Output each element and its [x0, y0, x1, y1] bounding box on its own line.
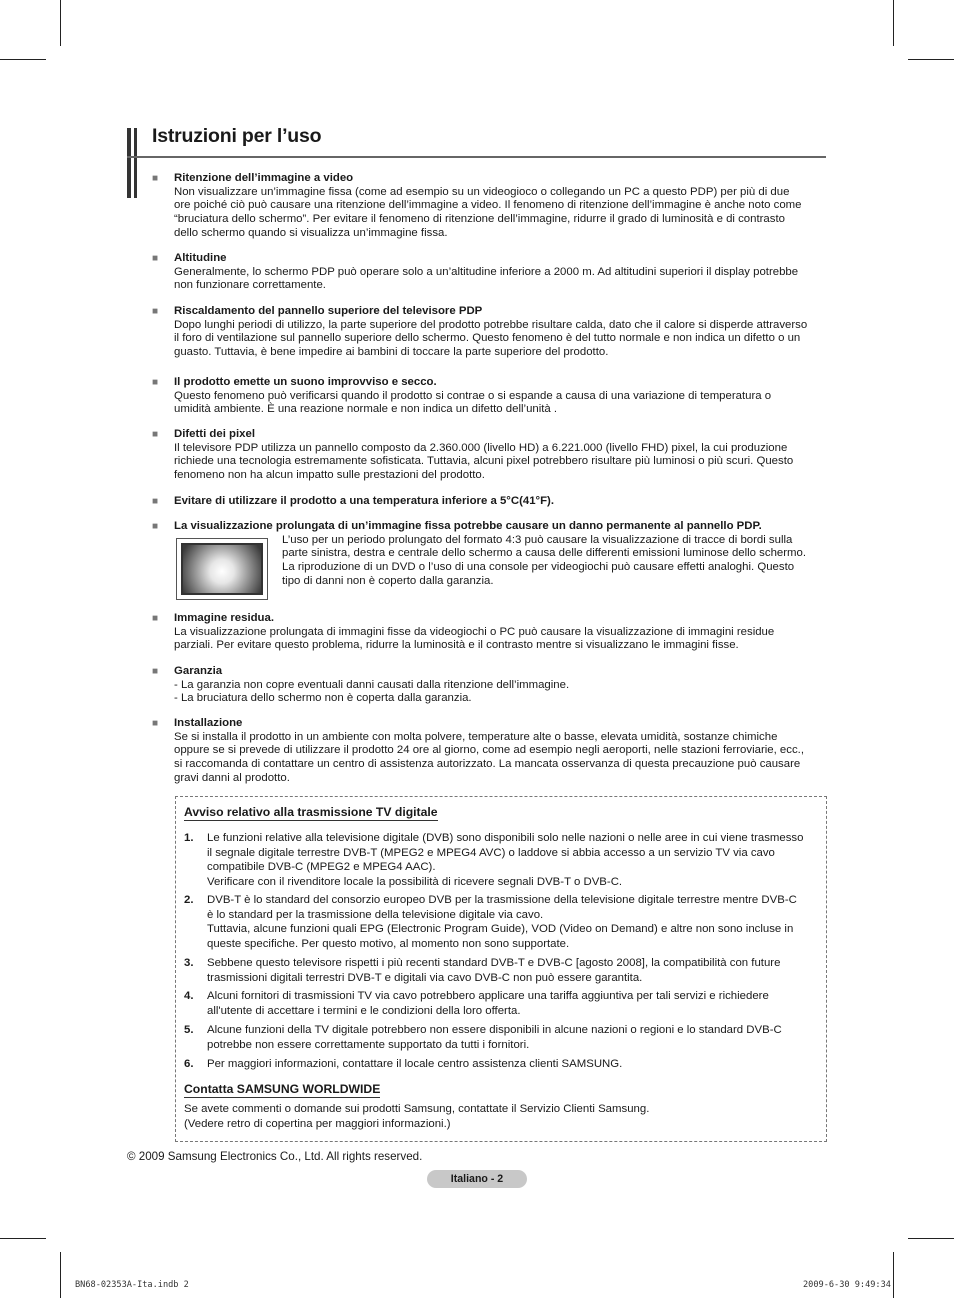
section: [152, 252, 822, 293]
section-title: Riscaldamento del pannello superiore del televisore PDP: [174, 305, 483, 317]
section-line: parziali. Per evitare questo problema, ridurre la luminosità e il contrasto mentre si visualizzano le immagini fisse.: [174, 639, 739, 652]
notice-item: [184, 956, 824, 985]
notice-item-line: Verificare con il rivenditore locale la possibilità di ricevere segnali DVB-T o DVB-C.: [207, 876, 623, 889]
section-body: [174, 626, 822, 653]
page-title: Istruzioni per l’uso: [152, 125, 322, 147]
notice-item-text: [207, 893, 824, 952]
section-line: La visualizzazione prolungata di immagini fisse da videogiochi o PC può causare la visualizzazione di immagini residue: [174, 625, 775, 638]
square-bullet-icon: ■: [152, 521, 159, 532]
notice-item-line: compatibile DVB-C (MPEG2 e MPEG4 AAC).: [207, 861, 436, 874]
section-line: tipo di danni non è coperto dalla garanzia.: [282, 574, 494, 587]
section: [152, 305, 822, 360]
section-title: Difetti dei pixel: [174, 428, 256, 440]
section-title: Garanzia: [174, 665, 223, 677]
section-body: [174, 319, 822, 360]
contact-text: [184, 1102, 649, 1132]
section-title: Evitare di utilizzare il prodotto a una temperatura inferiore a 5°C(41°F).: [174, 495, 555, 507]
section-line: fenomeno non ha alcun impatto sulle prestazioni del prodotto.: [174, 469, 485, 482]
square-bullet-icon: ■: [152, 173, 159, 184]
crop-mark: [893, 0, 894, 46]
notice-item-text: [207, 1023, 824, 1052]
section-line: oppure se si prevede di utilizzare il prodotto 24 ore al giorno, come ad esempio negli aeroporti, nelle stazioni ferroviarie, ecc.,: [174, 744, 804, 757]
section: [152, 495, 822, 509]
section-line: non funzionare correttamente.: [174, 279, 326, 292]
square-bullet-icon: ■: [152, 306, 159, 317]
notice-item: [184, 989, 824, 1018]
notice-heading: Avviso relativo alla trasmissione TV digitale: [184, 805, 438, 819]
notice-item-number: 5.: [184, 1024, 194, 1036]
notice-item-text: [207, 989, 824, 1018]
section-line: parte sinistra, destra e centrale dello schermo a causa delle differenti emissioni luminose dello schermo.: [282, 547, 807, 560]
notice-item-line: è lo standard per la trasmissione della televisione digitale via cavo.: [207, 908, 544, 921]
notice-item-number: 6.: [184, 1058, 194, 1070]
crop-mark: [893, 1252, 894, 1298]
copyright-text: © 2009 Samsung Electronics Co., Ltd. All rights reserved.: [127, 1150, 423, 1163]
section-title: Il prodotto emette un suono improvviso e secco.: [174, 376, 437, 388]
notice-item-line: trasmissioni digitali terrestri DVB-T e digitali via cavo DVB-C non può essere garantita.: [207, 971, 643, 984]
contact-line: Se avete commenti o domande sui prodotti Samsung, contattate il Servizio Clienti Samsung.: [184, 1103, 650, 1115]
section: [152, 612, 822, 653]
notice-item-line: DVB-T è lo standard del consorzio europeo DVB per la trasmissione della televisione digitale terrestre mentre DVB-C: [207, 894, 797, 906]
square-bullet-icon: ■: [152, 496, 159, 507]
title-rule: [127, 156, 826, 158]
section: [152, 717, 822, 786]
notice-item: [184, 1023, 824, 1052]
crop-mark: [0, 1238, 46, 1239]
section-title: Immagine residua.: [174, 612, 275, 624]
print-file-info: BN68-02353A-Ita.indb 2: [75, 1280, 189, 1290]
crop-mark: [60, 1252, 61, 1298]
notice-item-text: [207, 956, 824, 985]
section-line: Il televisore PDP utilizza un pannello composto da 2.360.000 (livello HD) a 6.221.000 (livello FHD) pixel, la cui produzione: [174, 441, 788, 454]
section-line: “bruciatura dello schermo”. Per evitare il fenomeno di ritenzione dell’immagine, ridurre il grado di luminosità e di contrasto: [174, 213, 785, 226]
section-body: [174, 442, 822, 483]
notice-item-line: potrebbe non essere correttamente supportato da tutti i fornitori.: [207, 1038, 530, 1051]
notice-item: [184, 831, 824, 890]
section-body: [282, 534, 822, 589]
section-line: il foro di ventilazione sul pannello superiore dello schermo. Questo fenomeno è del tutto normale e non indica un difetto o un: [174, 332, 801, 345]
notice-item: [184, 1057, 824, 1072]
notice-item-text: [207, 1057, 824, 1072]
section-body: [174, 186, 822, 241]
notice-item-text: [207, 831, 824, 890]
notice-item-line: Alcuni fornitori di trasmissioni TV via cavo potrebbero applicare una tariffa aggiuntiva per tali servizi e richiedere: [207, 990, 769, 1002]
square-bullet-icon: ■: [152, 429, 159, 440]
contact-heading: Contatta SAMSUNG WORLDWIDE: [184, 1082, 381, 1096]
section-title: Installazione: [174, 717, 243, 729]
print-timestamp: 2009-6-30 9:49:34: [803, 1280, 891, 1290]
section-line: guasto. Tuttavia, è bene impedire ai bambini di toccare la parte superiore del prodotto.: [174, 346, 609, 359]
crop-mark: [60, 0, 61, 46]
square-bullet-icon: ■: [152, 253, 159, 264]
section-line: Questo fenomeno può verificarsi quando il prodotto si contrae o si espande a causa di una variazione di temperatura o: [174, 389, 772, 402]
title-bar-accent: [127, 128, 131, 198]
title-bar-accent: [134, 128, 137, 198]
square-bullet-icon: ■: [152, 666, 159, 677]
section-line: ore poiché ciò può causare una ritenzione dell’immagine a video. Il fenomeno di ritenzione dell’immagine è anche noto come: [174, 199, 802, 212]
notice-item-number: 3.: [184, 957, 194, 969]
section-line: richiede una tecnologia estremamente sofisticata. Tuttavia, alcuni pixel potrebbero risultare più luminosi o più scuri. Questo: [174, 455, 794, 468]
notice-item-line: all'utente di accettare i termini e le condizioni della loro offerta.: [207, 1004, 521, 1017]
notice-item-line: Tuttavia, alcune funzioni quali EPG (Electronic Program Guide), VOD (Video on Demand) e altre non sono incluse in: [207, 923, 794, 936]
section-line: si raccomanda di contattare un centro di assistenza autorizzato. La mancata osservanza di questa precauzione può causare: [174, 758, 801, 771]
section: [152, 665, 822, 706]
notice-item-line: queste specifiche. Per questo motivo, al momento non sono supportate.: [207, 938, 570, 951]
crop-mark: [908, 59, 954, 60]
notice-item-line: Alcune funzioni della TV digitale potrebbero non essere disponibili in alcune nazioni o regioni e lo standard DVB-C: [207, 1024, 782, 1036]
section-body: [174, 731, 822, 786]
section: [152, 172, 822, 241]
section-body: [174, 266, 822, 293]
notice-item-line: Le funzioni relative alla televisione digitale (DVB) sono disponibili solo nelle nazioni o nelle aree in cui viene trasmesso: [207, 832, 804, 844]
crop-mark: [908, 1238, 954, 1239]
section-line: Non visualizzare un’immagine fissa (come ad esempio su un videogioco o collegando un PC a questo PDP) per più di due: [174, 185, 790, 198]
contact-line: (Vedere retro di copertina per maggiori informazioni.): [184, 1118, 451, 1130]
section-line: - La bruciatura dello schermo non è coperta dalla garanzia.: [174, 692, 472, 705]
page-number-badge: Italiano - 2: [427, 1170, 527, 1188]
tv-screen-illustration: [176, 538, 268, 600]
square-bullet-icon: ■: [152, 613, 159, 624]
section-title: Altitudine: [174, 252, 227, 264]
section: [152, 428, 822, 483]
section-line: gravi danni al prodotto.: [174, 771, 290, 784]
section-title: Ritenzione dell’immagine a video: [174, 172, 354, 184]
digital-tv-notice-box: [175, 796, 827, 1142]
section-line: Dopo lunghi periodi di utilizzo, la parte superiore del prodotto potrebbe risultare calda, dato che il calore si disperde attraverso: [174, 318, 808, 331]
section-title: La visualizzazione prolungata di un’immagine fissa potrebbe causare un danno permanente al pannello PDP.: [174, 520, 762, 532]
section-line: - La garanzia non copre eventuali danni causati dalla ritenzione dell’immagine.: [174, 678, 570, 691]
section-line: La riproduzione di un DVD o l’uso di una console per videogiochi può causare effetti analoghi. Questo: [282, 561, 795, 574]
notice-item-line: Sebbene questo televisore rispetti i più recenti standard DVB-T e DVB-C [agosto 2008], la compatibilità con future: [207, 957, 781, 969]
section-line: dello schermo quando si visualizza un’immagine fissa.: [174, 226, 448, 239]
section-body: [174, 390, 822, 417]
notice-item: [184, 893, 824, 952]
square-bullet-icon: ■: [152, 718, 159, 729]
section-line: umidità ambiente. È una reazione normale e non indica un difetto dell’unità .: [174, 403, 558, 416]
section-line: L’uso per un periodo prolungato del formato 4:3 può causare la visualizzazione di tracce di bordi sulla: [282, 533, 793, 546]
notice-item-number: 2.: [184, 894, 194, 906]
square-bullet-icon: ■: [152, 377, 159, 388]
notice-item-line: il segnale digitale terrestre DVB-T (MPEG2 e MPEG4 AVC) o laddove si abbia accesso a un servizio TV via cavo: [207, 846, 775, 859]
section-body: [174, 679, 822, 706]
notice-item-number: 1.: [184, 832, 194, 844]
crop-mark: [0, 59, 46, 60]
section: [152, 376, 822, 417]
notice-item-line: Per maggiori informazioni, contattare il locale centro assistenza clienti SAMSUNG.: [207, 1058, 623, 1070]
notice-item-number: 4.: [184, 990, 194, 1002]
section-line: Generalmente, lo schermo PDP può operare solo a un’altitudine inferiore a 2000 m. Ad altitudini superiori il display potrebbe: [174, 265, 799, 278]
section-line: Se si installa il prodotto in un ambiente con molta polvere, temperature alte o basse, elevata umidità, sostanze chimiche: [174, 730, 778, 743]
